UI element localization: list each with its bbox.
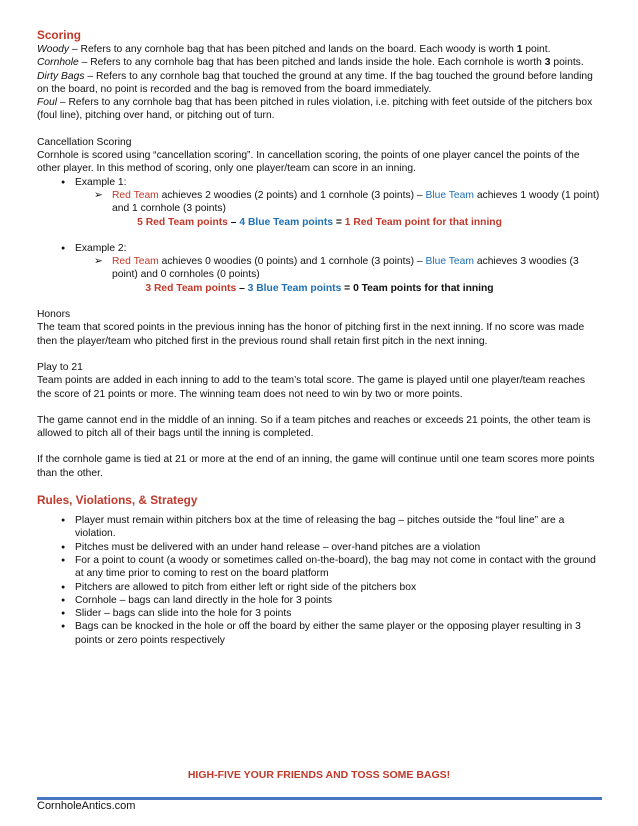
- blue-team-label: Blue Team: [425, 256, 474, 268]
- list-item: ● Pitches must be delivered with an under hand release – over-hand pitches are a violation: [37, 541, 602, 554]
- arrow-bullet-icon: ➢: [94, 189, 103, 201]
- result-final: 1 Red Team point for that inning: [344, 216, 502, 228]
- cornhole-value: 3: [544, 57, 551, 69]
- woody-value: 1: [516, 44, 523, 55]
- example-1-text-a: achieves 2 woodies (2 points) and 1 cornhole (3 points) –: [158, 189, 426, 201]
- rules-heading: Rules, Violations, & Strategy: [37, 493, 198, 508]
- example-1-text-b: achieves 1 woody (1 point) and 1 cornhole (3 points): [112, 189, 600, 215]
- footer-website: CornholeAntics.com: [37, 800, 136, 812]
- cornhole-definition: [37, 56, 602, 69]
- example-1-detail: [37, 189, 602, 216]
- result-blue: 4 Blue Team points: [239, 216, 334, 228]
- list-item: ● Bags can be knocked in the hole or off the board by either the same player or the opposing player resulting in 3 points or zero points respectively: [37, 620, 602, 647]
- result-equals: =: [341, 282, 354, 294]
- example-2-text-a: achieves 0 woodies (0 points) and 1 cornhole (3 points) –: [158, 256, 426, 268]
- document-body: [37, 28, 602, 647]
- example-2-text-b: achieves 3 woodies (3 point) and 0 cornholes (0 points): [112, 256, 579, 281]
- arrow-bullet-icon: ➢: [94, 256, 103, 268]
- dirty-bags-term: Dirty Bags: [37, 70, 85, 82]
- list-item: ● For a point to count (a woody or sometimes called on-the-board), the bag may not come in contact with the ground at any time prior to coming to rest on the board platform: [37, 554, 602, 581]
- result-red: 3 Red Team points: [145, 282, 237, 294]
- blue-team-label: Blue Team: [425, 189, 474, 201]
- foul-text: – Refers to any cornhole bag that has been pitched in rules violation, i.e. pitching with feet outside of the pitchers box (foul line), pitching over hand, or pitching out of turn.: [37, 97, 593, 122]
- play-to-21-text: Team points are added in each inning to add to the team’s total score. The game is played until one player/team reaches the score of 21 points or more. The winning team does not need to win by two or more points.: [37, 375, 585, 400]
- woody-term: Woody: [37, 44, 70, 55]
- dirty-bags-definition: [37, 70, 602, 97]
- cornhole-term: Cornhole: [37, 57, 79, 69]
- play-to-21-heading: Play to 21: [37, 361, 83, 373]
- example-2-result: [37, 282, 602, 295]
- result-red: 5 Red Team points: [137, 216, 228, 228]
- cornhole-text: – Refers to any cornhole bag that has been pitched and lands inside the hole. Each cornhole is worth: [78, 57, 545, 69]
- result-final: 0 Team points for that inning: [353, 282, 494, 294]
- woody-definition: [37, 43, 602, 56]
- foul-definition: [37, 96, 602, 123]
- example-1-result: [37, 216, 602, 229]
- cancellation-heading: Cancellation Scoring: [37, 136, 132, 148]
- list-item: ● Pitchers are allowed to pitch from either left or right side of the pitchers box: [37, 581, 602, 594]
- cancellation-text: Cornhole is scored using “cancellation scoring”. In cancellation scoring, the points of one player cancel the points of the other player. In this method of scoring, only one player/team can score in an inning.: [37, 150, 580, 175]
- scoring-heading: Scoring: [37, 28, 81, 42]
- honors-text: The team that scored points in the previous inning has the honor of pitching first in the next inning. If no score was made then the player/team who pitched first in the previous round shall retain first pitch in the next inning.: [37, 322, 585, 347]
- cornhole-text-end: points.: [550, 57, 584, 69]
- play-to-21-para3: If the cornhole game is tied at 21 or more at the end of an inning, the game will continue until one team scores more points than the other.: [37, 454, 595, 479]
- result-minus: –: [236, 282, 248, 294]
- woody-text-end: point.: [522, 44, 551, 55]
- red-team-label: Red Team: [112, 189, 159, 201]
- example-2-detail: [37, 255, 602, 282]
- woody-text: – Refers to any cornhole bag that has been pitched and lands on the board. Each woody is worth: [69, 44, 517, 55]
- play-to-21-para2: The game cannot end in the middle of an inning. So if a team pitches and reaches or exceeds 21 points, the other team is allowed to pitch all of their bags until the inning is completed.: [37, 414, 591, 440]
- result-minus: –: [227, 216, 240, 228]
- tagline: HIGH-FIVE YOUR FRIENDS AND TOSS SOME BAGS!: [187, 769, 451, 781]
- list-item: ● Slider – bags can slide into the hole for 3 points: [37, 607, 602, 620]
- example-2-label: ● Example 2:: [37, 242, 602, 255]
- dirty-bags-text: – Refers to any cornhole bag that touched the ground at any time. If the bag touched the ground before landing on the board, no point is recorded and the bag is removed from the board immediately.: [37, 70, 593, 95]
- foul-term: Foul: [37, 97, 58, 109]
- example-1-label: ● Example 1:: [37, 176, 602, 189]
- honors-heading: Honors: [37, 309, 71, 321]
- rules-list: [37, 514, 602, 647]
- result-blue: 3 Blue Team points: [247, 282, 342, 294]
- list-item: ● Player must remain within pitchers box at the time of releasing the bag – pitches outside the “foul line” are a violation.: [37, 514, 602, 541]
- red-team-label: Red Team: [112, 256, 159, 268]
- result-equals: =: [333, 216, 345, 228]
- list-item: ● Cornhole – bags can land directly in the hole for 3 points: [37, 594, 602, 607]
